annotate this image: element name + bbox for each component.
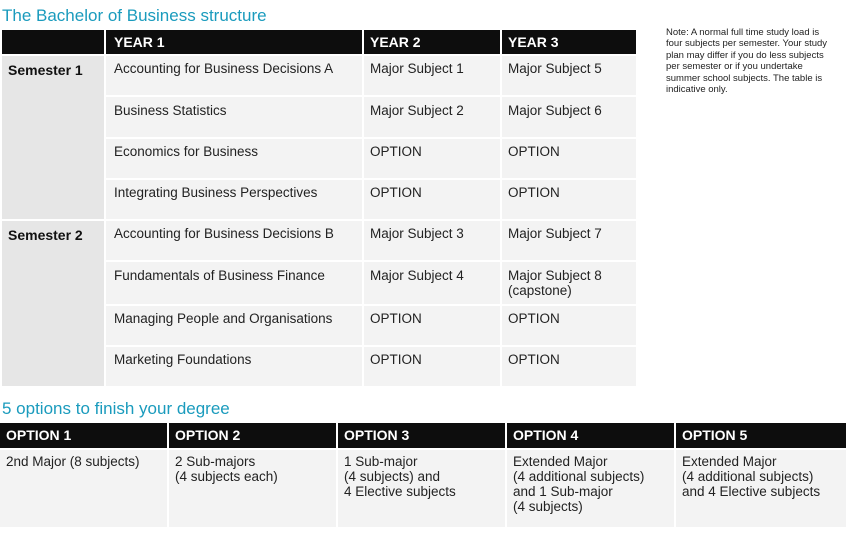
header-year-1: YEAR 1 [106,30,362,54]
table-cell: Major Subject 7 [502,221,636,260]
semester-2-label: Semester 2 [2,221,104,386]
table-cell: OPTION [364,180,500,219]
table-cell: Major Subject 4 [364,262,500,304]
page-title: The Bachelor of Business structure [2,6,267,25]
table-cell: Major Subject 8 (capstone) [502,262,636,304]
table-cell: OPTION [502,139,636,178]
table-cell: OPTION [502,306,636,345]
header-blank [2,30,104,54]
options-title: 5 options to finish your degree [2,399,230,418]
option-2-text: 2 Sub-majors (4 subjects each) [169,450,336,527]
option-3-text: 1 Sub-major (4 subjects) and 4 Elective subjects [338,450,505,527]
table-cell: Economics for Business [106,139,362,178]
table-cell: Major Subject 2 [364,97,500,137]
table-cell: Accounting for Business Decisions B [106,221,362,260]
table-cell: Fundamentals of Business Finance [106,262,362,304]
option-1-text: 2nd Major (8 subjects) [0,450,167,527]
options-table [0,423,846,527]
table-cell: OPTION [364,139,500,178]
header-year-2: YEAR 2 [364,30,500,54]
option-5-text: Extended Major (4 additional subjects) and 4 Elective subjects [676,450,846,527]
option-4-header: OPTION 4 [507,423,674,448]
table-cell: Marketing Foundations [106,347,362,386]
table-cell: Accounting for Business Decisions A [106,56,362,95]
table-cell: OPTION [502,180,636,219]
table-cell: OPTION [364,347,500,386]
table-cell: OPTION [364,306,500,345]
table-cell: Major Subject 6 [502,97,636,137]
table-cell: Major Subject 3 [364,221,500,260]
option-5-header: OPTION 5 [676,423,846,448]
table-cell: Major Subject 1 [364,56,500,95]
table-cell: Managing People and Organisations [106,306,362,345]
semester-1-label: Semester 1 [2,56,104,219]
option-4-text: Extended Major (4 additional subjects) and 1 Sub-major (4 subjects) [507,450,674,527]
table-cell: Business Statistics [106,97,362,137]
study-load-note: Note: A normal full time study load is four subjects per semester. Your study plan may differ if you do less subjects per semester or if you undertake summer school subjects. The table is indicative only. [666,27,828,96]
structure-table [2,30,636,386]
header-year-3: YEAR 3 [502,30,636,54]
table-cell: Major Subject 5 [502,56,636,95]
option-1-header: OPTION 1 [0,423,167,448]
table-cell: OPTION [502,347,636,386]
option-3-header: OPTION 3 [338,423,505,448]
table-cell: Integrating Business Perspectives [106,180,362,219]
option-2-header: OPTION 2 [169,423,336,448]
